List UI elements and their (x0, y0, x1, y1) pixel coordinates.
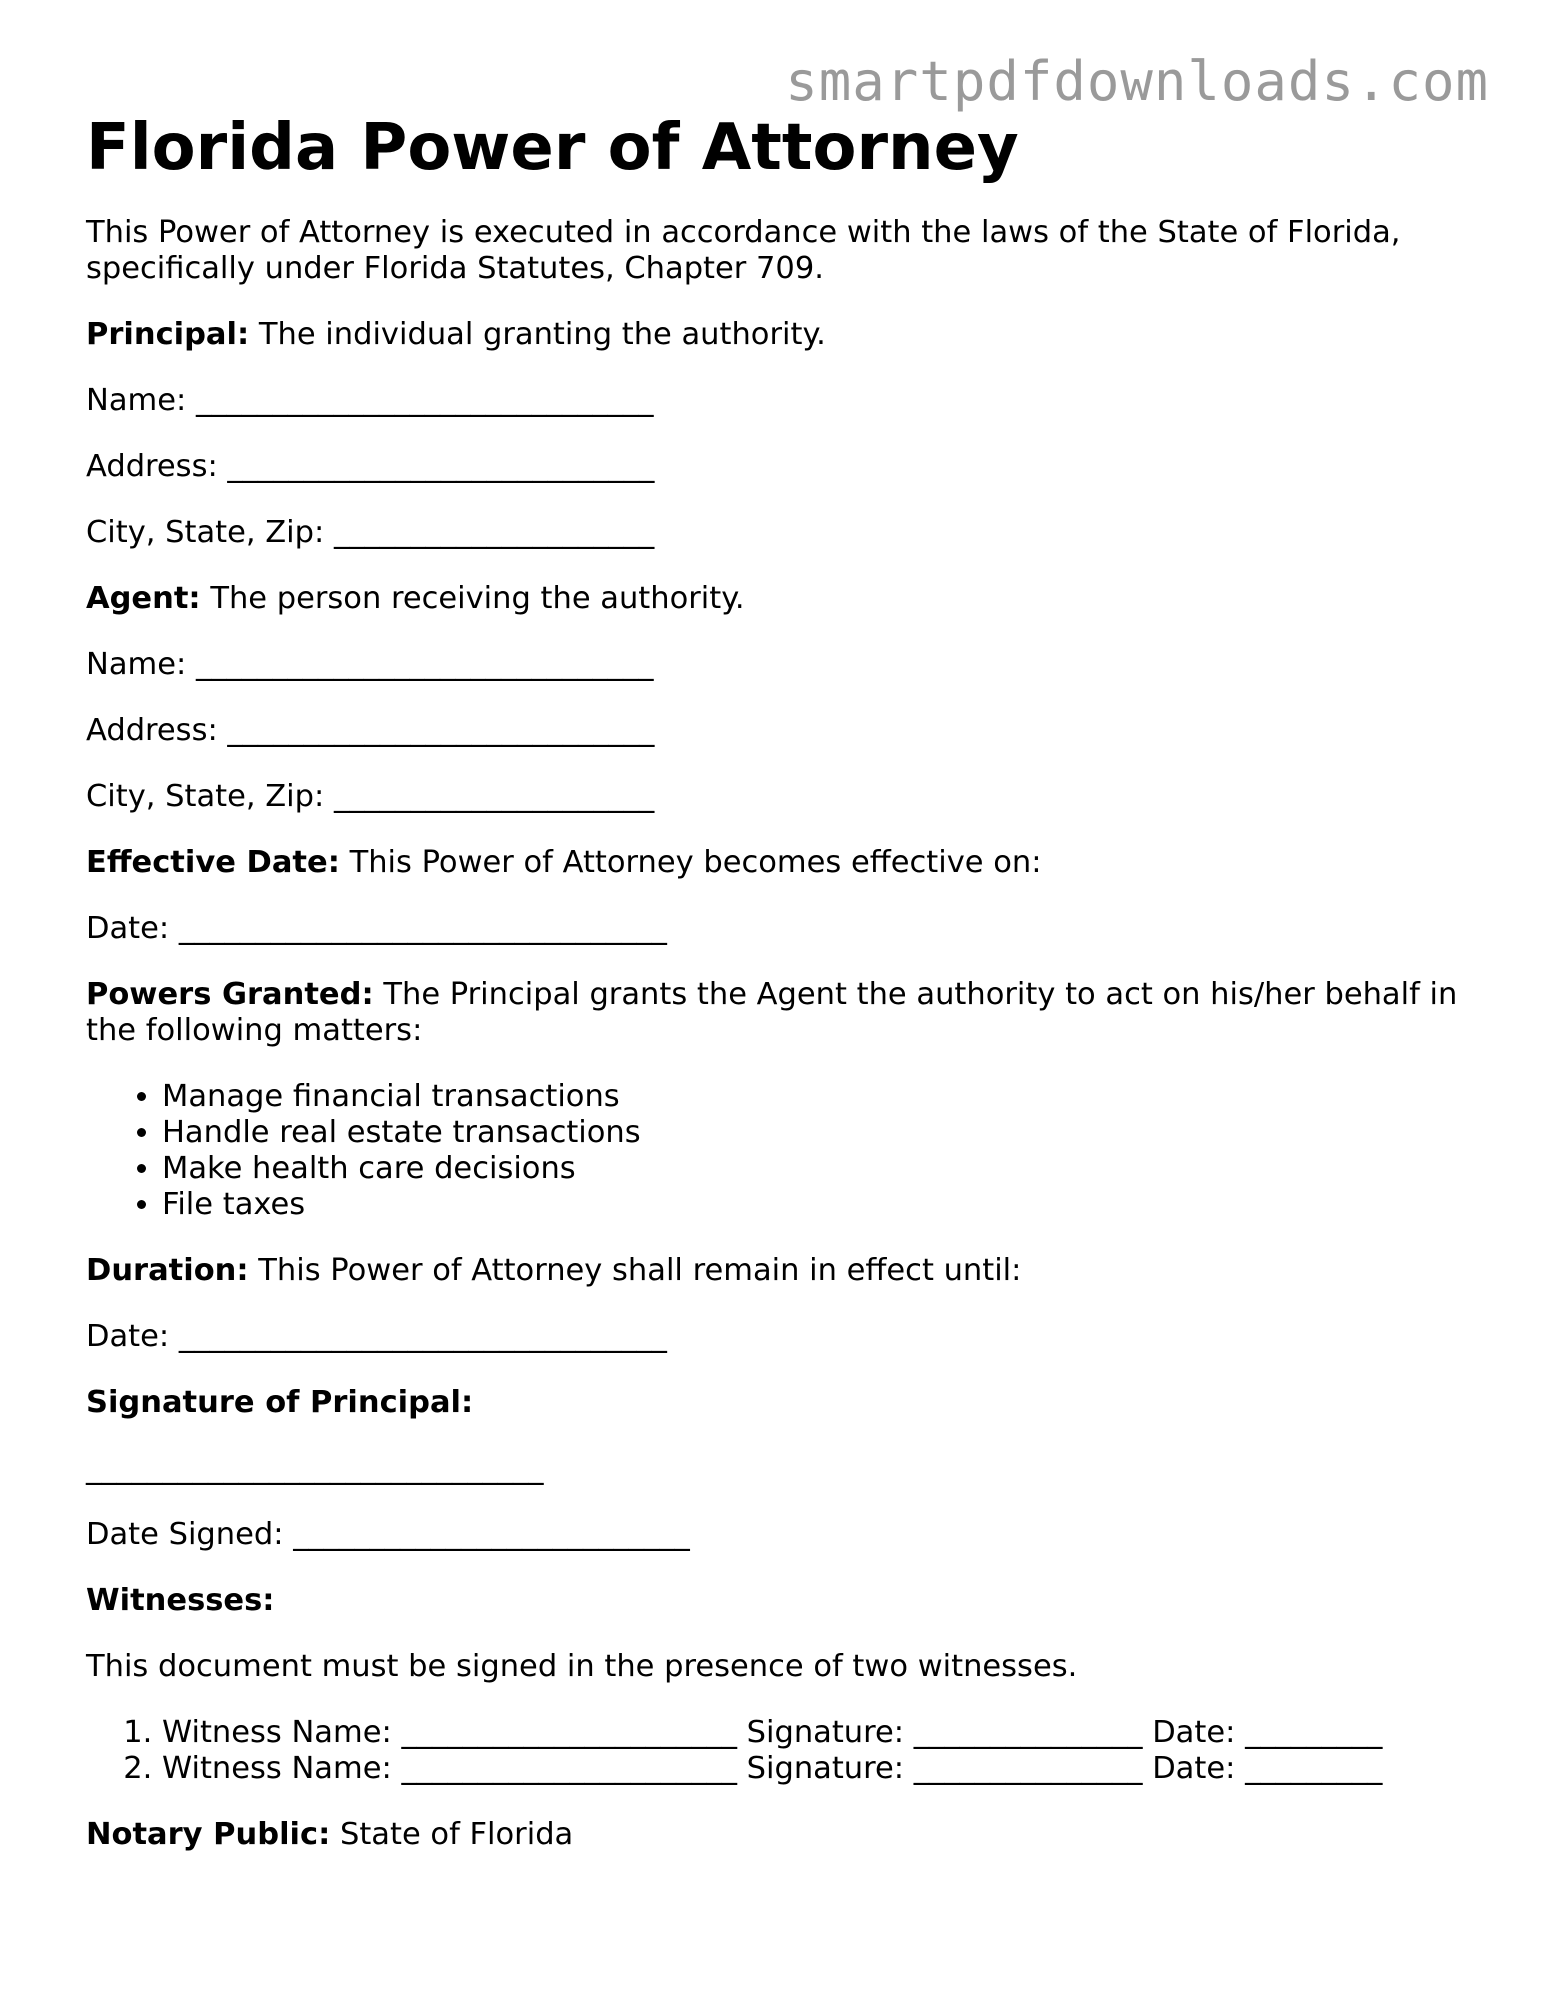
list-item: • Make health care decisions (162, 1151, 1486, 1187)
effective-date-description: This Power of Attorney becomes effective on: (349, 845, 1042, 880)
list-item: • File taxes (162, 1187, 1486, 1223)
duration-description: This Power of Attorney shall remain in effect until: (258, 1253, 1022, 1288)
witness-row[interactable]: 1. Witness Name: ______________________ Signature: _______________ Date: _________ (162, 1715, 1486, 1751)
effective-date-field[interactable]: Date: ________________________________ (86, 911, 667, 946)
agent-heading: Agent: (86, 581, 201, 616)
duration-date-field[interactable]: Date: ________________________________ (86, 1319, 667, 1354)
agent-address-field[interactable]: Address: ____________________________ (86, 713, 655, 748)
list-item: • Manage financial transactions (162, 1079, 1486, 1115)
powers-heading: Powers Granted: (86, 977, 374, 1012)
agent-section (86, 581, 1486, 617)
effective-date-heading: Effective Date: (86, 845, 340, 880)
signature-heading: Signature of Principal: (86, 1385, 474, 1420)
agent-name-field[interactable]: Name: ______________________________ (86, 647, 654, 682)
powers-list (86, 1079, 1486, 1223)
document-title: Florida Power of Attorney (86, 111, 1019, 185)
date-signed-field[interactable]: Date Signed: __________________________ (86, 1517, 690, 1552)
agent-city-field[interactable]: City, State, Zip: _____________________ (86, 779, 655, 814)
powers-section (86, 977, 1486, 1049)
duration-section (86, 1253, 1486, 1289)
witness-list (86, 1715, 1486, 1787)
witnesses-description: This document must be signed in the presence of two witnesses. (86, 1649, 1078, 1684)
intro-paragraph: This Power of Attorney is executed in accordance with the laws of the State of Florida, specifically under Florida Statutes, Chapter 709. (86, 215, 1401, 286)
notary-description: State of Florida (339, 1817, 574, 1852)
list-item: • Handle real estate transactions (162, 1115, 1486, 1151)
principal-section (86, 317, 1486, 353)
principal-city-field[interactable]: City, State, Zip: _____________________ (86, 515, 655, 550)
powers-description: The Principal grants the Agent the authority to act on his/her behalf in the following matters: (86, 977, 1458, 1048)
duration-heading: Duration: (86, 1253, 249, 1288)
effective-date-section (86, 845, 1486, 881)
document-body (86, 108, 1486, 1853)
principal-description: The individual granting the authority. (258, 317, 826, 352)
notary-section (86, 1817, 1486, 1853)
principal-address-field[interactable]: Address: ____________________________ (86, 449, 655, 484)
witness-row[interactable]: 2. Witness Name: ______________________ Signature: _______________ Date: _________ (162, 1751, 1486, 1787)
principal-heading: Principal: (86, 317, 250, 352)
agent-description: The person receiving the authority. (210, 581, 745, 616)
notary-heading: Notary Public: (86, 1817, 331, 1852)
watermark: smartpdfdownloads.com (785, 50, 1489, 113)
signature-section (86, 1385, 1486, 1421)
witnesses-heading: Witnesses: (86, 1583, 275, 1618)
witnesses-section (86, 1583, 1486, 1619)
principal-name-field[interactable]: Name: ______________________________ (86, 383, 654, 418)
signature-line[interactable]: ______________________________ (86, 1451, 544, 1486)
